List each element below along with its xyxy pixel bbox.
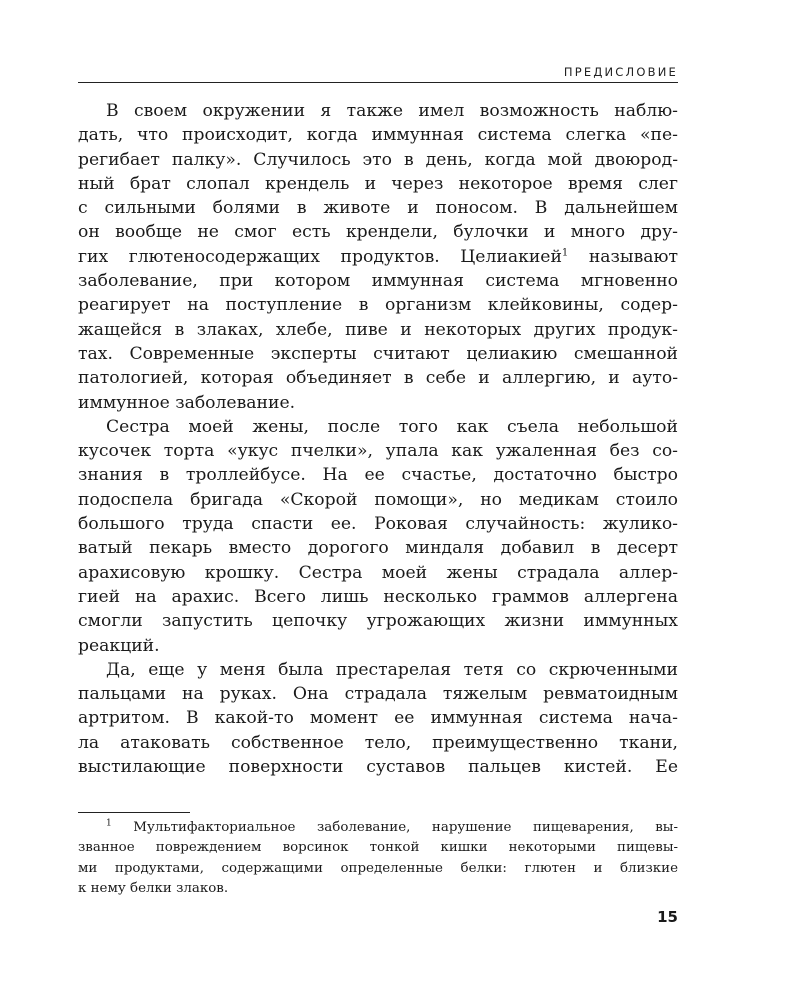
page-number: 15 [657,908,678,926]
body-line: тах. Современные эксперты считают целиакию смешанной [78,343,678,364]
body-line: реакций. [78,635,160,656]
footnote-text: Мультифакториальное заболевание, нарушение пищеварения, вы- [111,820,678,835]
body-line: реагирует на поступление в организм клейковины, содер- [78,295,678,316]
footnote-line [78,818,678,838]
body-line-text: называют [568,246,678,267]
body-line: большого труда спасти ее. Роковая случайность: жулико- [78,514,678,535]
body-line: пальцами на руках. Она страдала тяжелым ревматоидным [78,684,678,705]
body-line: жащейся в злаках, хлебе, пиве и некоторых других продук- [78,319,678,340]
footnote [78,818,678,899]
body-line: гией на арахис. Всего лишь несколько граммов аллергена [78,586,678,607]
footnote-line: званное повреждением ворсинок тонкой кишки некоторыми пищевы- [78,840,678,856]
header-rule [78,82,678,83]
footnote-line: ми продуктами, содержащими определенные белки: глютен и близкие [78,860,678,876]
body-line: Сестра моей жены, после того как съела небольшой [106,416,678,437]
body-line: знания в троллейбусе. На ее счастье, достаточно быстро [78,465,678,486]
body-line: заболевание, при котором иммунная система мгновенно [78,271,678,292]
body-line: кусочек торта «укус пчелки», упала как ужаленная без со- [78,441,678,462]
body-line: дать, что происходит, когда иммунная система слегка «пе- [78,125,678,146]
body-line: выстилающие поверхности суставов пальцев кистей. Ее [78,757,678,778]
body-line: смогли запустить цепочку угрожающих жизни иммунных [78,611,678,632]
body-line: Да, еще у меня была престарелая тетя со скрюченными [106,659,678,680]
body-line: патологией, которая объединяет в себе и аллергию, и ауто- [78,368,678,389]
body-line-with-footnote [78,245,678,269]
body-line: ла атаковать собственное тело, преимущественно ткани, [78,732,678,753]
body-line: он вообще не смог есть крендели, булочки и много дру- [78,222,678,243]
body-line: артритом. В какой-то момент ее иммунная система нача- [78,708,678,729]
body-line: подоспела бригада «Скорой помощи», но медикам стоило [78,489,678,510]
body-line: ный брат слопал крендель и через некоторое время слег [78,173,678,194]
footnote-marker: 1 [106,818,112,829]
body-line: регибает палку». Случилось это в день, когда мой двоюрод- [78,149,678,170]
footnote-rule [78,812,190,813]
footnote-line: к нему белки злаков. [78,880,229,896]
body-line-text: гих глютеносодержащих продуктов. Целиакией [78,246,562,267]
body-text [78,99,678,779]
running-head: ПРЕДИСЛОВИЕ [563,65,678,79]
body-line: иммунное заболевание. [78,392,296,413]
body-line: с сильными болями в животе и поносом. В дальнейшем [78,198,678,219]
footnote-reference: 1 [561,247,569,259]
body-line: арахисовую крошку. Сестра моей жены страдала аллер- [78,562,678,583]
body-line: ватый пекарь вместо дорогого миндаля добавил в десерт [78,538,678,559]
body-line: В своем окружении я также имел возможность наблю- [106,101,678,121]
